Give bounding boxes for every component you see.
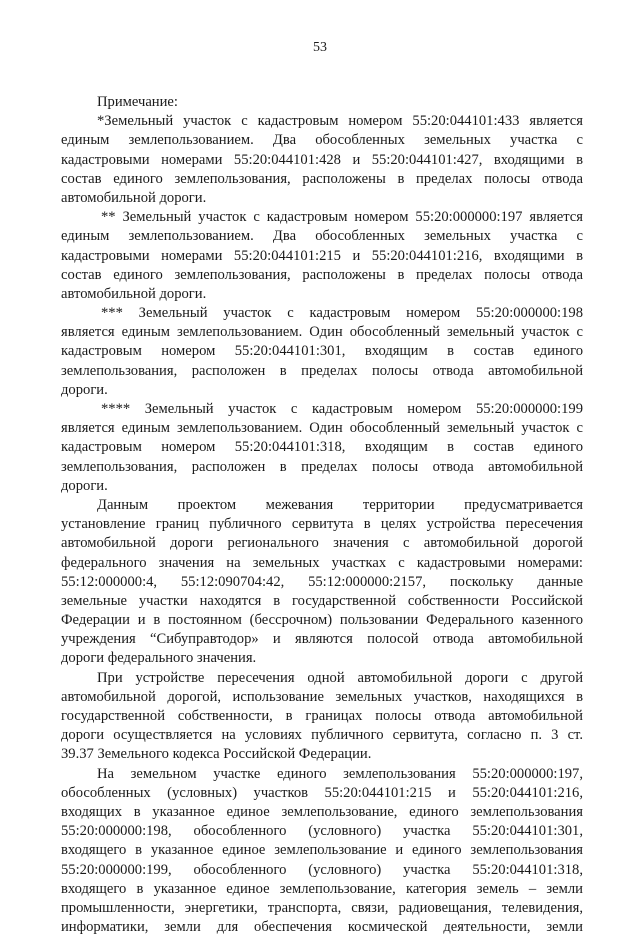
text-line: кадастровым номером 55:20:044101:318, входящим в состав единого (61, 439, 583, 456)
text-line: **** Земельный участок с кадастровым номером 55:20:000000:199 (101, 401, 583, 417)
text-line: информатики, земли для обеспечения космической деятельности, земли (61, 919, 583, 936)
text-line: установление границ публичного сервитута в целях устройства пересечения (61, 516, 583, 533)
text-line: Примечание: (97, 94, 178, 110)
text-line: дороги. (61, 381, 108, 398)
text-line: земельные участки находятся в государственной собственности Российской (61, 592, 583, 609)
text-line: обособленных (условных) участков 55:20:044101:215 и 55:20:044101:216, (61, 784, 583, 801)
text-line: землепользования, расположен в пределах полосы отвода автомобильной (61, 362, 583, 379)
text-line: единым землепользованием. Два обособленных земельных участка с (61, 228, 583, 245)
text-line: ** Земельный участок с кадастровым номером 55:20:000000:197 является (101, 209, 583, 226)
text-line: состав единого землепользования, расположены в пределах полосы отвода (61, 266, 583, 283)
text-line: 55:12:000000:4, 55:12:090704:42, 55:12:000000:2157, поскольку данные (61, 573, 583, 590)
text-line: автомобильной дороги. (61, 189, 207, 206)
page-number: 53 (313, 40, 327, 55)
text-line: единым землепользованием. Два обособленных земельных участка с (61, 132, 583, 149)
text-line: автомобильной дороги. (61, 285, 207, 302)
text-line: дороги. (61, 477, 108, 494)
text-line: 39.37 Земельного кодекса Российской Федерации. (61, 746, 372, 763)
text-line: *Земельный участок с кадастровым номером 55:20:044101:433 является (97, 113, 583, 130)
text-line: кадастровыми номерами 55:20:044101:428 и 55:20:044101:427, входящими в (61, 151, 583, 168)
text-line: государственной собственности, в границах полосы отвода автомобильной (61, 708, 583, 724)
text-line: автомобильной дорогой, использование земельных участков, находящихся в (61, 688, 583, 705)
text-line: является единым землепользованием. Один обособленный земельный участок с (61, 420, 583, 437)
text-line: дороги осуществляется на условиях публичного сервитута, согласно п. 3 ст. (61, 727, 583, 744)
text-line: автомобильной дороги регионального значения с автомобильной дорогой (61, 535, 583, 552)
text-line: учреждения “Сибуправтодор» и являются полосой отвода автомобильной (61, 631, 583, 648)
text-line: входящих в указанное единое землепользование, единого землепользования (61, 803, 583, 820)
text-line: кадастровыми номерами 55:20:044101:215 и 55:20:044101:216, входящими в (61, 247, 583, 264)
paragraph (61, 669, 583, 765)
text-line: Данным проектом межевания территории предусматривается (97, 496, 583, 513)
paragraph (61, 400, 583, 496)
text-line: кадастровым номером 55:20:044101:301, входящим в состав единого (61, 343, 583, 360)
text-line: входящего в указанное единое землепользование, категория земель – земли (61, 880, 583, 897)
paragraph (61, 93, 583, 112)
paragraph (61, 304, 583, 400)
text-line: входящего в указанное единое землепользование и единого землепользования (61, 842, 583, 859)
text-line: *** Земельный участок с кадастровым номером 55:20:000000:198 (101, 305, 583, 322)
text-line: При устройстве пересечения одной автомобильной дороги с другой (97, 669, 583, 686)
text-line: На земельном участке единого землепользования 55:20:000000:197, (97, 765, 583, 782)
text-line: дороги федерального значения. (61, 650, 257, 667)
paragraph (61, 112, 583, 208)
text-line: федерального значения на земельных участках с кадастровыми номерами: (61, 554, 583, 571)
text-line: промышленности, энергетики, транспорта, связи, радиовещания, телевидения, (61, 899, 583, 916)
document-body (61, 93, 583, 937)
text-line: землепользования, расположен в пределах полосы отвода автомобильной (61, 458, 583, 475)
paragraph (61, 496, 583, 669)
text-line: состав единого землепользования, расположены в пределах полосы отвода (61, 170, 583, 187)
text-line: Федерации и в постоянном (бессрочном) пользовании Федерального казенного (61, 612, 583, 629)
text-line: является единым землепользованием. Один обособленный земельный участок с (61, 324, 583, 341)
paragraph (61, 765, 583, 937)
text-line: 55:20:000000:199, обособленного (условного) участка 55:20:044101:318, (61, 861, 583, 878)
text-line: 55:20:000000:198, обособленного (условного) участка 55:20:044101:301, (61, 823, 583, 840)
paragraph (61, 208, 583, 304)
